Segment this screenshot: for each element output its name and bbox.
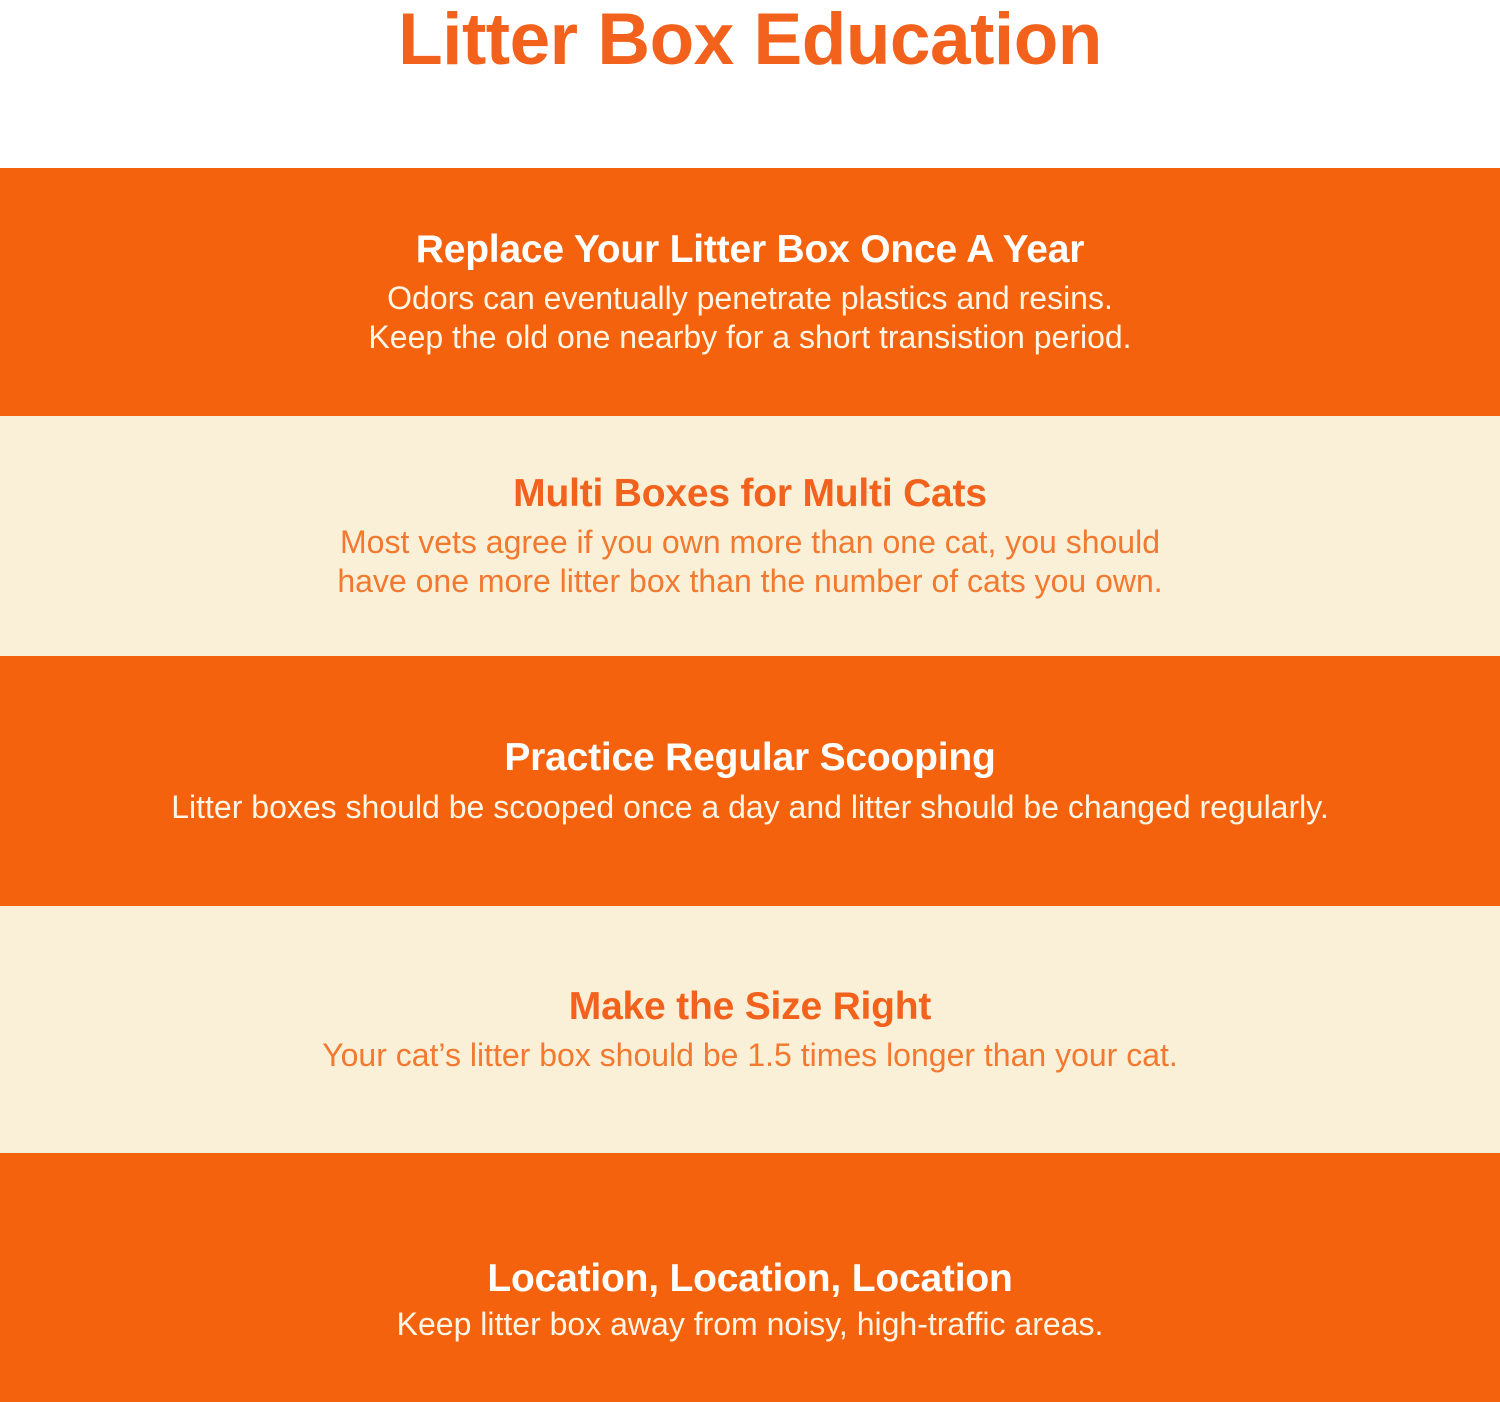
title-area	[0, 0, 1500, 168]
section-body-line-2: have one more litter box than the number of cats you own.	[337, 563, 1163, 600]
section-location	[0, 1153, 1500, 1402]
section-heading: Multi Boxes for Multi Cats	[513, 471, 987, 515]
section-body	[322, 1036, 1178, 1075]
section-regular-scooping	[0, 656, 1500, 906]
section-body-line-1: Litter boxes should be scooped once a day and litter should be changed regularly.	[171, 788, 1329, 825]
section-heading: Make the Size Right	[568, 984, 932, 1028]
section-body	[397, 1305, 1104, 1344]
section-body-line-1: Keep litter box away from noisy, high-traffic areas.	[396, 1305, 1104, 1342]
section-body-line-2: Keep the old one nearby for a short transistion period.	[368, 319, 1132, 356]
section-body-line-1: Odors can eventually penetrate plastics and resins.	[387, 280, 1113, 317]
section-body	[368, 279, 1131, 357]
section-size-right	[0, 906, 1500, 1153]
section-body	[337, 523, 1162, 601]
section-body-line-1: Most vets agree if you own more than one cat, you should	[339, 524, 1160, 561]
section-heading: Replace Your Litter Box Once A Year	[415, 227, 1085, 271]
section-heading: Location, Location, Location	[487, 1257, 1013, 1301]
page-title: Litter Box Education	[398, 0, 1102, 80]
section-replace-litter-box	[0, 168, 1500, 416]
section-body	[171, 788, 1329, 827]
section-body-line-1: Your cat’s litter box should be 1.5 times longer than your cat.	[322, 1037, 1178, 1074]
section-heading: Practice Regular Scooping	[504, 736, 996, 780]
section-multi-boxes	[0, 416, 1500, 656]
